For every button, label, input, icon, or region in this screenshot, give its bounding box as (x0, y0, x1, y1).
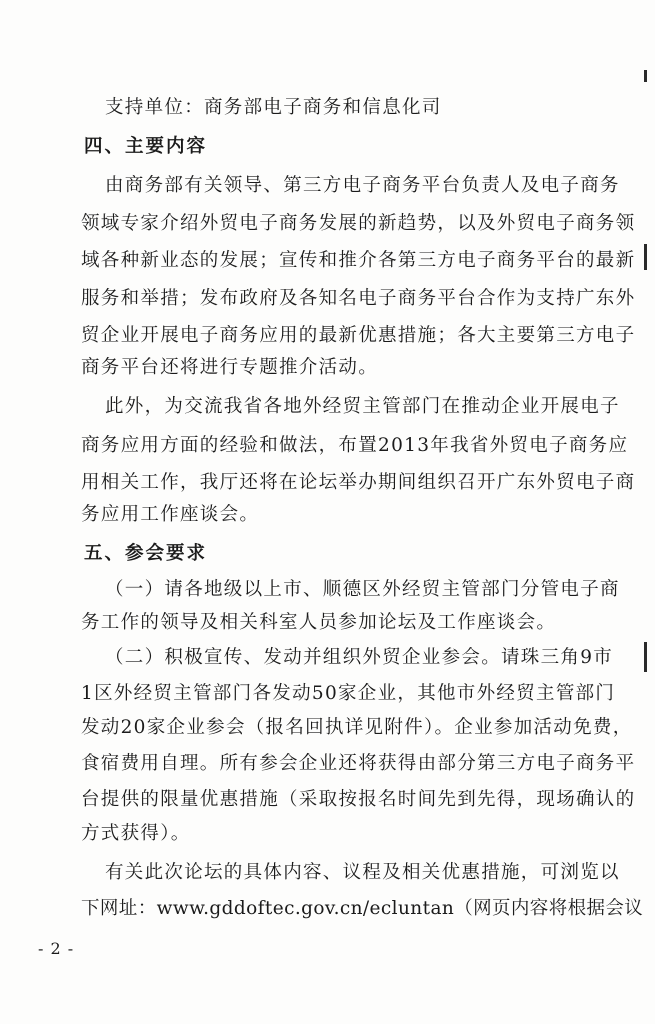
paragraph-line: （二）积极宣传、发动并组织外贸企业参会。请珠三角9市 (105, 647, 614, 668)
paragraph-line: 务工作的领导及相关科室人员参加论坛及工作座谈会。 (81, 612, 557, 633)
paragraph-line: 务应用工作座谈会。 (81, 504, 260, 525)
paragraph-line: 服务和举措；发布政府及各知名电子商务平台合作为支持广东外 (81, 288, 636, 309)
scan-edge-mark (644, 244, 647, 270)
paragraph-line: （一）请各地级以上市、顺德区外经贸主管部门分管电子商 (105, 579, 620, 600)
support-unit-line: 支持单位：商务部电子商务和信息化司 (105, 97, 442, 118)
paragraph-line: 用相关工作，我厅还将在论坛举办期间组织召开广东外贸电子商 (81, 472, 636, 493)
paragraph-line: 商务应用方面的经验和做法，布置2013年我省外贸电子商务应 (81, 435, 629, 456)
page-number: - 2 - (38, 939, 75, 958)
scan-edge-mark (644, 70, 647, 82)
paragraph-line: 领域专家介绍外贸电子商务发展的新趋势，以及外贸电子商务领 (81, 213, 636, 234)
paragraph-line: 此外，为交流我省各地外经贸主管部门在推动企业开展电子 (105, 396, 620, 417)
paragraph-line: 商务平台还将进行专题推介活动。 (81, 357, 379, 378)
paragraph-line: 食宿费用自理。所有参会企业还将获得由部分第三方电子商务平 (81, 753, 636, 774)
scan-edge-mark (644, 642, 647, 672)
section-4-heading: 四、主要内容 (84, 136, 208, 157)
section-5-heading: 五、参会要求 (84, 543, 208, 564)
paragraph-line: 方式获得）。 (81, 823, 191, 844)
paragraph-line: 域各种新业态的发展；宣传和推介各第三方电子商务平台的最新 (81, 250, 636, 271)
paragraph-line: 贸企业开展电子商务应用的最新优惠措施；各大主要第三方电子 (81, 325, 636, 346)
paragraph-line: 发动20家企业参会（报名回执详见附件）。企业参加活动免费， (81, 717, 633, 738)
url-line: 下网址：www.gddoftec.gov.cn/ecluntan（网页内容将根据会议 (81, 898, 644, 919)
paragraph-line: 1区外经贸主管部门各发动50家企业，其他市外经贸主管部门 (81, 683, 616, 704)
paragraph-line: 由商务部有关领导、第三方电子商务平台负责人及电子商务 (105, 175, 620, 196)
paragraph-line: 台提供的限量优惠措施（采取按报名时间先到先得，现场确认的 (81, 789, 636, 810)
paragraph-line: 有关此次论坛的具体内容、议程及相关优惠措施，可浏览以 (105, 862, 620, 883)
